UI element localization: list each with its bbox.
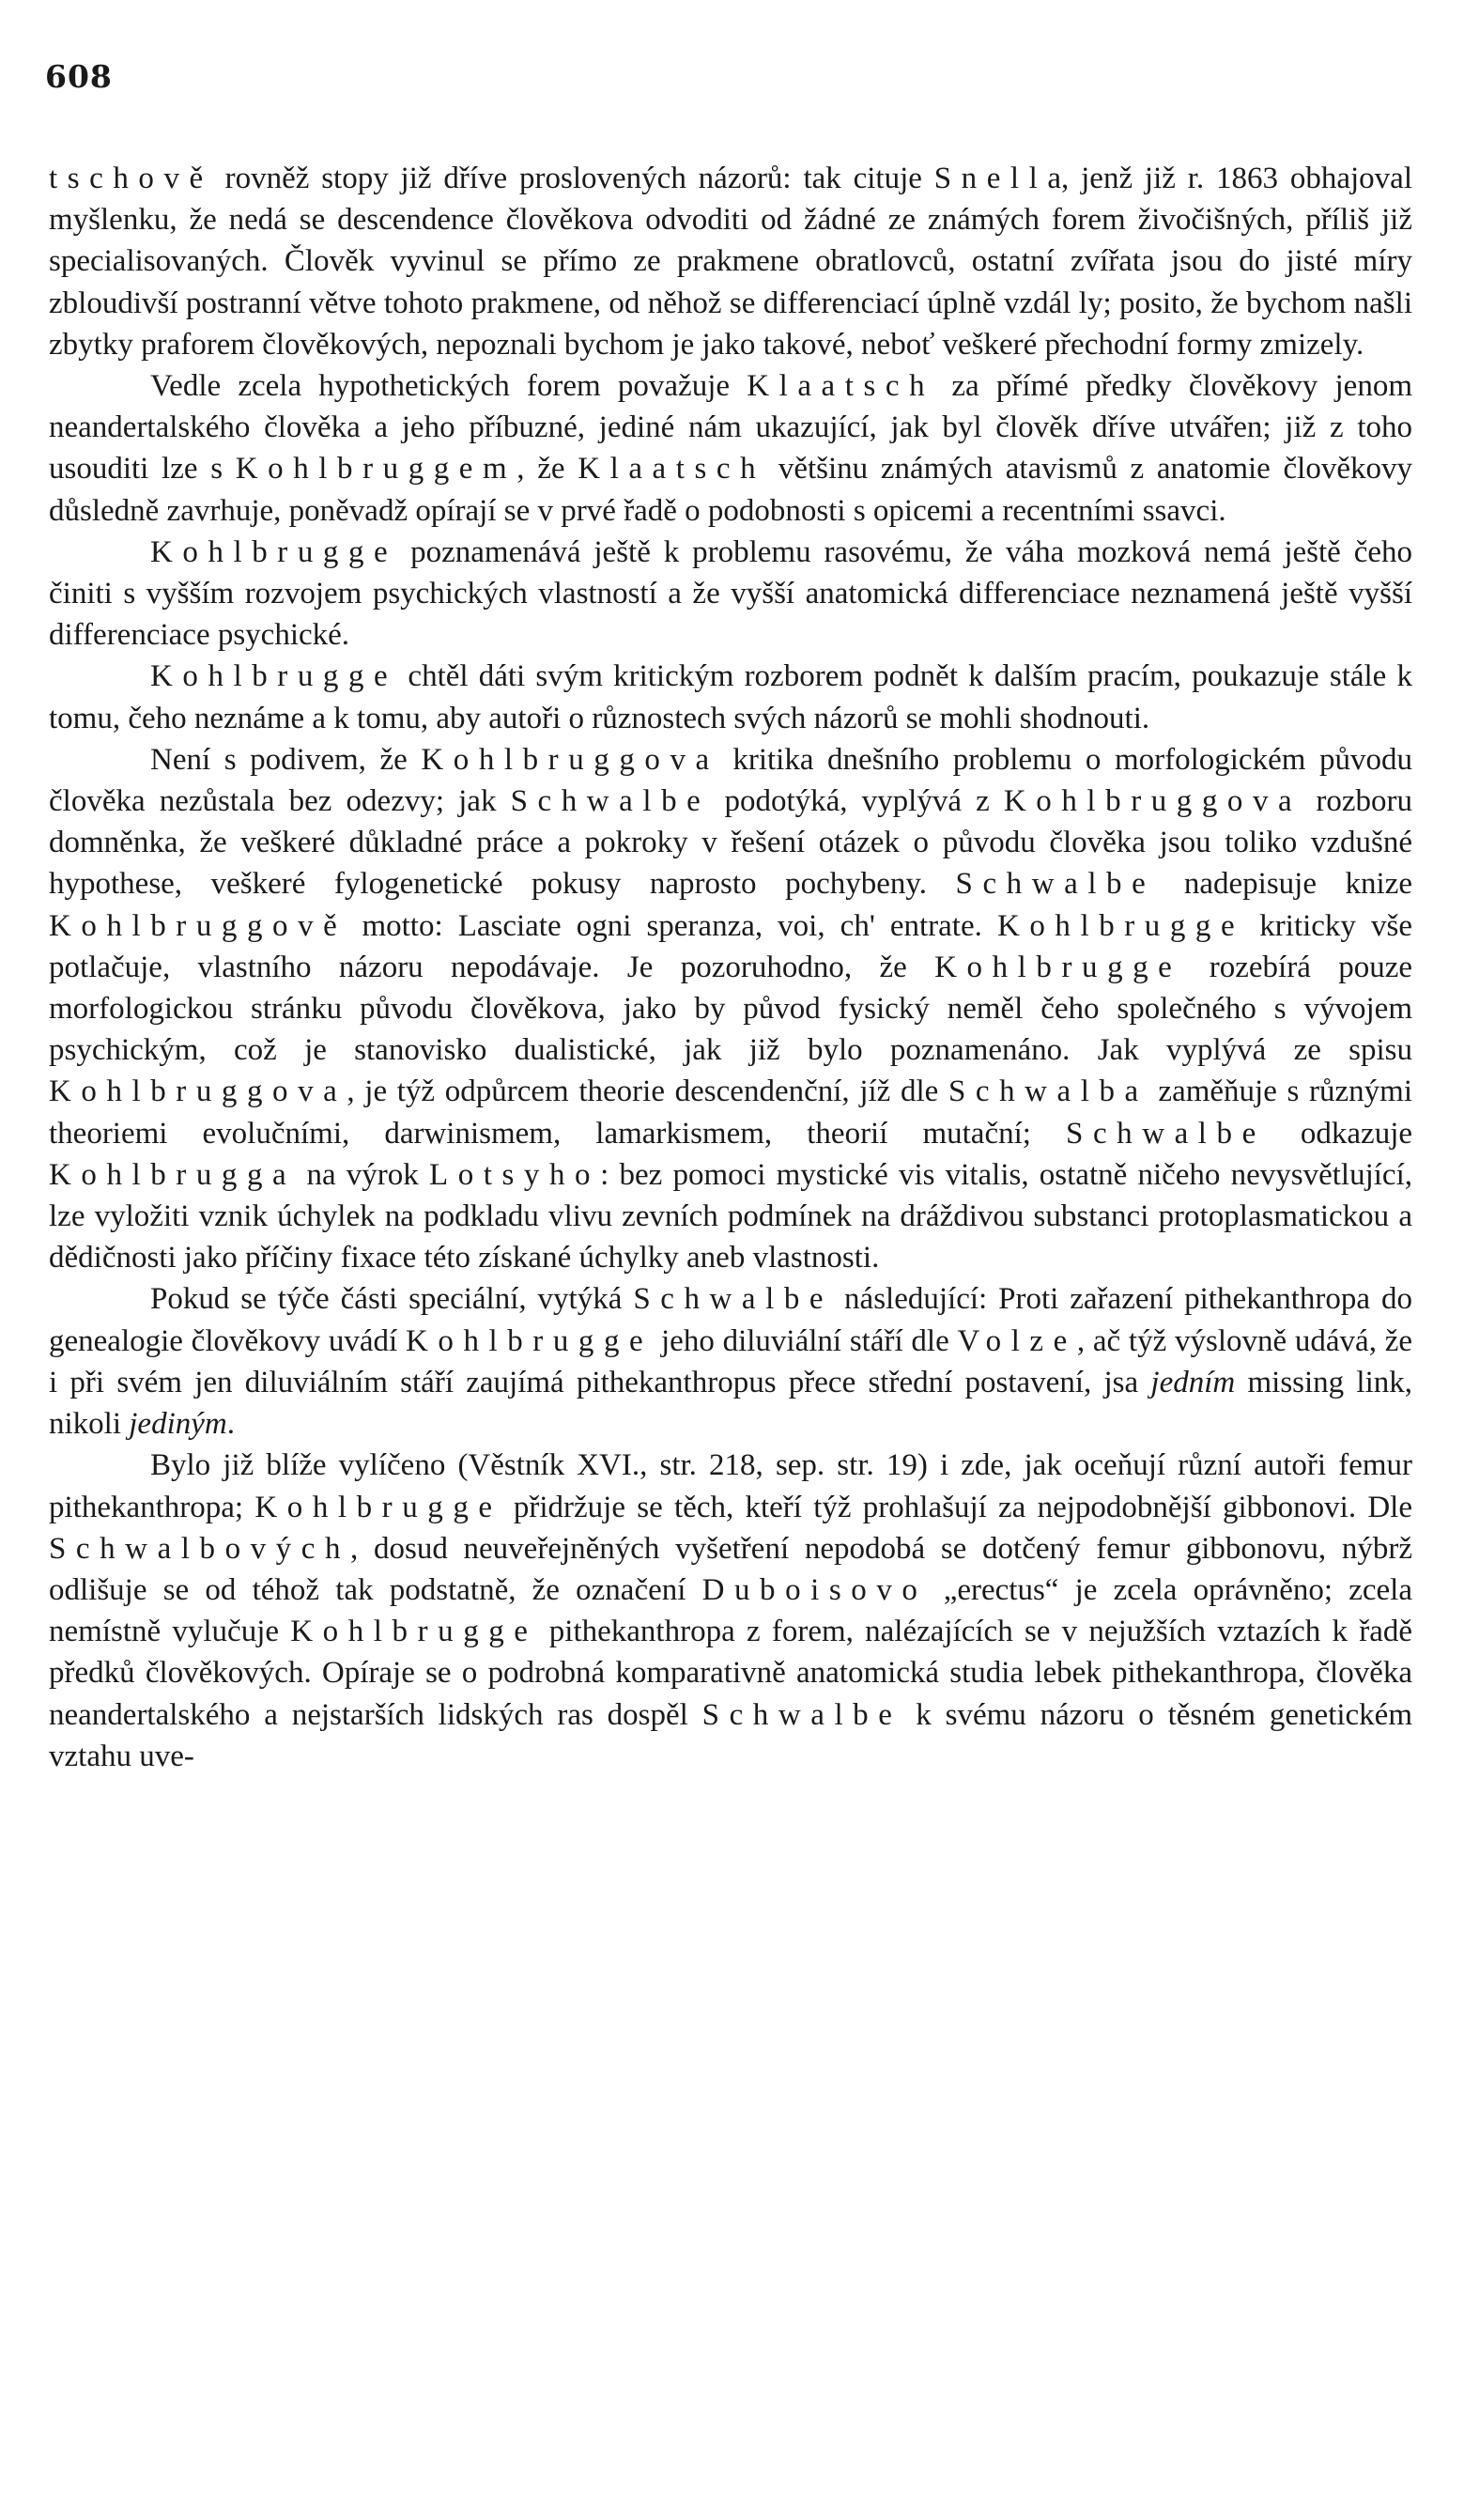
spaced-name: Duboisovo (701, 1572, 928, 1607)
spaced-name: Kohlbruggova (49, 1074, 347, 1109)
text-run: kritika dnešního problemu o morfologickém původu člověka nezůstala bez odezvy; jak (49, 742, 1412, 819)
spaced-name: Kohlbruggově (49, 908, 347, 943)
text-run: , je týž odpůrcem theorie descendenční, jíž dle (347, 1074, 948, 1109)
text-run: Pokud se týče části speciální, vytýká (150, 1282, 634, 1317)
text-run: za přímé předky člověkovy jenom neandertalského člověka a jeho příbuzné, jediné nám ukazující, jak byl člověk dříve utvářen; již z toho usouditi lze s (49, 369, 1412, 487)
spaced-name: tschově (49, 162, 213, 195)
spaced-name: Schwalba (948, 1074, 1148, 1109)
text-run: Není s podivem, že (150, 742, 422, 777)
text-run: . (226, 1407, 235, 1442)
paragraph (49, 365, 1412, 532)
text-run: Vedle zcela hypothetických forem považuje (150, 369, 747, 404)
text-run: kriticky vše potlačuje, vlastního názoru nepodávaje. Je pozoruhodno, že (49, 908, 1412, 984)
spaced-name: Kohlbruggova (421, 742, 719, 777)
text-run: a, jenž již r. 1863 obhajoval myšlenku, že nedá se descendence člověkova odvoditi od žádné ze známých forem živočišných, příliš již specialisovaných. Člověk vyvinul se přímo ze prakmene obratlovců, ostatní zvířata jsou do jisté míry zbloudivší postranní větve tohoto prakmene, od něhož se differenciací úplně vzdál ly; posito, že bychom našli zbytky praforem člověkových, nepoznali bychom je jako takové, neboť veškeré přechodní formy zmizely. (49, 162, 1412, 362)
text-run: motto: Lasciate ogni speranza, voi, ch' entrate. (347, 908, 997, 943)
text-run: jeho diluviální stáří dle (653, 1323, 958, 1358)
text-run: rozebírá pouze morfologickou stránku původu člověkova, jako by původ fysický neměl čeho společného s vývojem psychickým, což je stanovisko dualistické, jak již bylo poznamenáno. Jak vyplývá ze spisu (49, 950, 1412, 1068)
text-run: zaměňuje s různými theoriemi evolučními, darwinismem, lamarkismem, theorií mutační; (49, 1074, 1412, 1151)
text-run: , že (516, 452, 578, 487)
paragraph (49, 656, 1412, 738)
text-run: missing link, nikoli (49, 1365, 1412, 1442)
spaced-name: Kohlbrugga (49, 1157, 297, 1192)
text-run: „erectus“ je zcela oprávněno; zcela nemístně vylučuje (49, 1572, 1412, 1649)
spaced-name: Snell (933, 162, 1048, 195)
spaced-name: Volze (957, 1323, 1077, 1358)
text-run: k svému názoru o těsném genetickém vztahu uve- (49, 1697, 1412, 1773)
text-run: rovněž stopy již dříve proslovených názorů: tak cituje (212, 162, 934, 195)
spaced-name: Kohlbrugge (150, 534, 398, 569)
spaced-name: Klaatsch (747, 369, 935, 404)
paragraph (49, 158, 1412, 365)
spaced-name: Kohlbrugge (406, 1323, 654, 1358)
body-text (49, 158, 1412, 1777)
spaced-name: Kohlbrugge (150, 659, 398, 694)
text-run: : bez pomoci mystické vis vitalis, ostatně ničeho nevysvětlující, lze vyložiti vznik úchylek na podkladu vlivu zevních podmínek na dráždivou substanci protoplasmatickou a dědičnosti jako příčiny fixace této získané úchylky aneb vlastnosti. (49, 1157, 1412, 1275)
spaced-name: Schwalbe (510, 784, 711, 819)
spaced-name: Schwalbe (1066, 1116, 1266, 1151)
spaced-name: Kohlbrugge (254, 1490, 502, 1524)
spaced-name: Kohlbrugge (996, 908, 1245, 943)
text-run: nadepisuje knize (1155, 867, 1412, 902)
spaced-name: Schwalbe (701, 1697, 902, 1732)
text-run: na výrok (296, 1157, 429, 1192)
spaced-name: Klaatsch (578, 452, 766, 487)
text-run: většinu známých atavismů z anatomie člověkovy důsledně zavrhuje, poněvadž opírají se v prvé řadě o podobnosti s opicemi a recentními ssavci. (49, 452, 1413, 528)
text-run: Bylo již blíže vylíčeno (Věstník XVI., str. 218, sep. str. 19) i zde, jak oceňují různí autoři femur pithekanthropa; (49, 1448, 1412, 1524)
text-run: pithekanthropa z forem, nalézajících se v nejužších vztazích k řadě předků člověkových. Opíraje se o podrobná komparativně anatomická studia lebek pithekanthropa, člověka neandertalského a nejstarších lidských ras dospěl (49, 1615, 1413, 1732)
text-run: poznamenává ještě k problemu rasovému, že váha mozková nemá ještě čeho činiti s vyšším rozvojem psychických vlastností a že vyšší anatomická differenciace neznamená ještě vyšší differenciace psychické. (49, 534, 1412, 653)
spaced-name: Kohlbruggova (1003, 784, 1302, 819)
spaced-name: Schwalbe (955, 867, 1156, 902)
text-run: , ač týž výslovně udává, že i při svém jen diluviálním stáří zaujímá pithekanthropus přece střední postavení, jsa (49, 1323, 1413, 1399)
text-run: přidržuje se těch, kteří týž prohlašují za nejpodobnější gibbonovi. Dle (501, 1490, 1412, 1524)
page-number: 608 (45, 58, 113, 95)
text-run: odkazuje (1265, 1116, 1413, 1151)
text-run: rozboru domněnka, že veškeré důkladné práce a pokroky v řešení otázek o původu člověka jsou toliko vzdušné hypothese, veškeré fylogenetické pokusy naprosto pochybeny. (49, 784, 1412, 902)
paragraph (49, 739, 1412, 1279)
spaced-name: Lotsyho (428, 1157, 601, 1192)
italic-term: jedním (1150, 1365, 1236, 1399)
paragraph (49, 532, 1412, 657)
text-run: podotýká, vyplývá z (710, 784, 1004, 819)
spaced-name: Kohlbrugge (934, 950, 1182, 984)
text-run: chtěl dáti svým kritickým rozborem podnět k dalším pracím, poukazuje stále k tomu, čeho neznáme a k tomu, aby autoři o různostech svých názorů se mohli shodnouti. (49, 659, 1412, 735)
italic-term: jediným (129, 1407, 227, 1442)
spaced-name: Kohlbrugge (290, 1615, 538, 1649)
spaced-name: Schwalbových (49, 1531, 351, 1566)
text-run: následující: Proti zařazení pithekanthropa do genealogie člověkovy uvádí (49, 1282, 1412, 1358)
spaced-name: Schwalbe (633, 1282, 834, 1317)
spaced-name: Kohlbruggem (235, 452, 517, 487)
paragraph (49, 1445, 1412, 1777)
text-run: , dosud neuveřejněných vyšetření nepodobá se dotčený femur gibbonovu, nýbrž odlišuje se od téhož tak podstatně, že označení (49, 1531, 1412, 1607)
paragraph (49, 1278, 1412, 1445)
